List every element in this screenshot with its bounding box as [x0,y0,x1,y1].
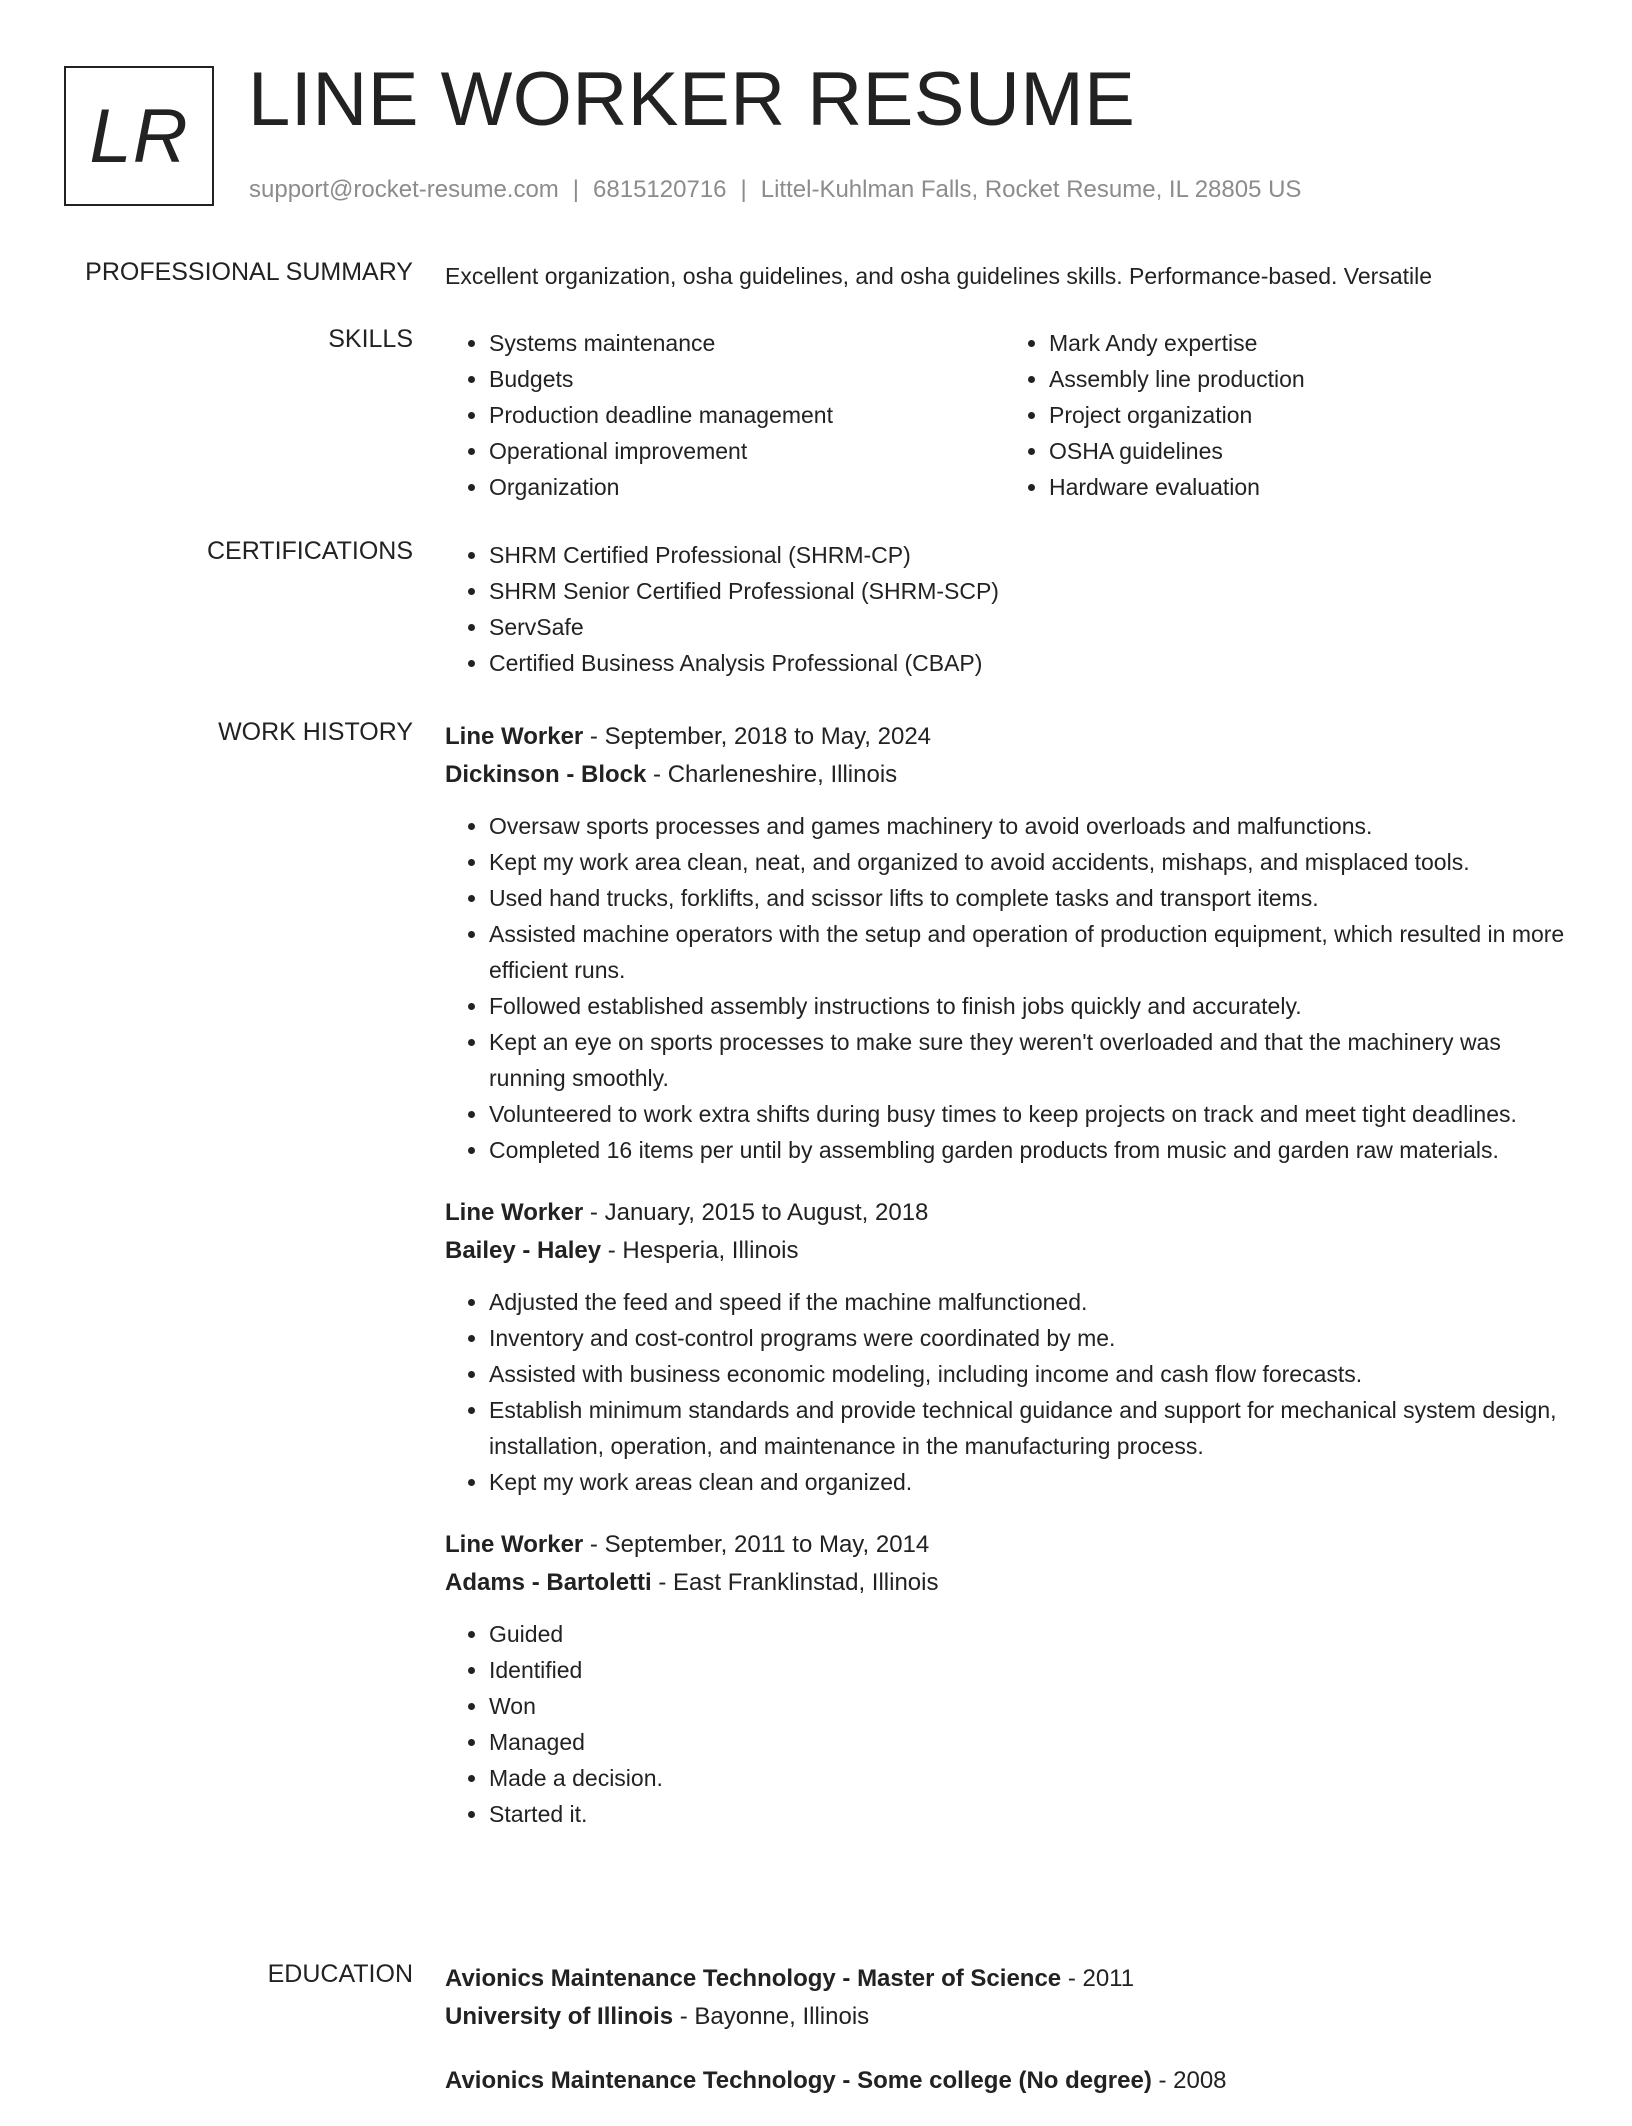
contact-separator: | [572,176,580,203]
job-bullet: • Used hand trucks, forklifts, and scissor lifts to complete tasks and transport items. [489,880,1565,916]
job-bullets [445,808,1565,1168]
job-bullet: • Made a decision. [489,1760,1565,1796]
job-bullet: • Inventory and cost-control programs were coordinated by me. [489,1320,1565,1356]
job-location: - Charleneshire, Illinois [646,761,898,788]
job-bullets [445,1616,1565,1832]
education-entry [445,2062,1565,2100]
job-bullet: • Identified [489,1652,1565,1688]
education-school-line [445,1998,1565,2036]
job-title-line [445,718,1565,756]
job-company-line [445,1564,1565,1602]
job-location: - East Franklinstad, Illinois [651,1569,939,1596]
skill-item: • Mark Andy expertise [1049,325,1565,361]
job-bullet: • Kept my work area clean, neat, and organized to avoid accidents, mishaps, and misplaced tools. [489,844,1565,880]
job-bullet: • Assisted machine operators with the setup and operation of production equipment, which resulted in more efficient runs. [489,916,1565,988]
skills-list-left [445,325,1005,505]
job-dates: - September, 2011 to May, 2014 [583,1531,930,1558]
job-dates: - January, 2015 to August, 2018 [583,1199,929,1226]
skill-item: • Operational improvement [489,433,1005,469]
job-bullet: • Assisted with business economic modeling, including income and cash flow forecasts. [489,1356,1565,1392]
section-label-work-history: WORK HISTORY [218,718,413,746]
skill-item: • Organization [489,469,1005,505]
job-bullet: • Followed established assembly instructions to finish jobs quickly and accurately. [489,988,1565,1024]
job-entry [445,718,1565,1168]
skill-item: • Production deadline management [489,397,1005,433]
job-location: - Hesperia, Illinois [601,1237,799,1264]
education-body [445,1960,1565,2126]
job-bullet: • Guided [489,1616,1565,1652]
contact-email[interactable]: support@rocket-resume.com [249,176,559,203]
skill-item: • Hardware evaluation [1049,469,1565,505]
job-bullet: • Kept my work areas clean and organized. [489,1464,1565,1500]
job-bullet: • Establish minimum standards and provide technical guidance and support for mechanical system design, installation, operation, and maintenance in the manufacturing process. [489,1392,1565,1464]
skill-item: • Systems maintenance [489,325,1005,361]
skill-item: • OSHA guidelines [1049,433,1565,469]
job-company: Adams - Bartoletti [445,1569,652,1596]
job-company-line [445,756,1565,794]
section-label-certifications: CERTIFICATIONS [206,537,413,565]
summary-text: Excellent organization, osha guidelines, and osha guidelines skills. Performance-based. Versatile [445,263,1433,289]
education-entry [445,1960,1565,2036]
contact-phone[interactable]: 6815120716 [593,176,727,203]
certification-item: • SHRM Certified Professional (SHRM-CP) [489,537,1565,573]
certification-item: • Certified Business Analysis Professional (CBAP) [489,645,1565,681]
certifications-list [445,537,1565,681]
job-title: Line Worker [445,723,584,750]
skill-item: • Assembly line production [1049,361,1565,397]
job-title-line [445,1194,1565,1232]
resume-title: LINE WORKER RESUME [248,57,1136,142]
job-dates: - September, 2018 to May, 2024 [583,723,932,750]
education-degree: Avionics Maintenance Technology - Some college (No degree) [445,2067,1152,2094]
skill-item: • Budgets [489,361,1005,397]
job-title: Line Worker [445,1531,584,1558]
job-bullets [445,1284,1565,1500]
job-title: Line Worker [445,1199,584,1226]
skill-item: • Project organization [1049,397,1565,433]
section-label-summary: PROFESSIONAL SUMMARY [85,258,413,286]
job-entry [445,1526,1565,1832]
job-bullet: • Started it. [489,1796,1565,1832]
work-history-body [445,718,1565,1858]
section-label-skills: SKILLS [328,325,413,353]
job-entry [445,1194,1565,1500]
job-bullet: • Kept an eye on sports processes to make sure they weren't overloaded and that the machinery was running smoothly. [489,1024,1565,1096]
job-bullet: • Completed 16 items per until by assembling garden products from music and garden raw materials. [489,1132,1565,1168]
job-company: Dickinson - Block [445,761,647,788]
education-degree-line [445,1960,1565,1998]
education-year: - 2008 [1151,2067,1227,2094]
section-label-education: EDUCATION [267,1960,413,1988]
job-bullet: • Won [489,1688,1565,1724]
job-bullet: • Volunteered to work extra shifts during busy times to keep projects on track and meet tight deadlines. [489,1096,1565,1132]
job-title-line [445,1526,1565,1564]
job-bullet: • Oversaw sports processes and games machinery to avoid overloads and malfunctions. [489,808,1565,844]
certification-item: • SHRM Senior Certified Professional (SHRM-SCP) [489,573,1565,609]
education-location: - Bayonne, Illinois [673,2003,870,2030]
education-degree-line [445,2062,1565,2100]
certification-item: • ServSafe [489,609,1565,645]
contact-address: Littel-Kuhlman Falls, Rocket Resume, IL 28805 US [760,176,1302,203]
job-bullet: • Managed [489,1724,1565,1760]
contact-line [249,176,1301,204]
contact-separator: | [740,176,747,203]
skills-body [445,325,1565,505]
job-company: Bailey - Haley [445,1237,602,1264]
monogram-initials: LR [64,66,214,206]
certifications-body [445,537,1565,681]
education-year: - 2011 [1061,1965,1135,1992]
education-school: University of Illinois [445,2003,674,2030]
job-bullet: • Adjusted the feed and speed if the machine malfunctioned. [489,1284,1565,1320]
skills-list-right [1005,325,1565,505]
education-degree: Avionics Maintenance Technology - Master of Science [445,1965,1062,1992]
job-company-line [445,1232,1565,1270]
